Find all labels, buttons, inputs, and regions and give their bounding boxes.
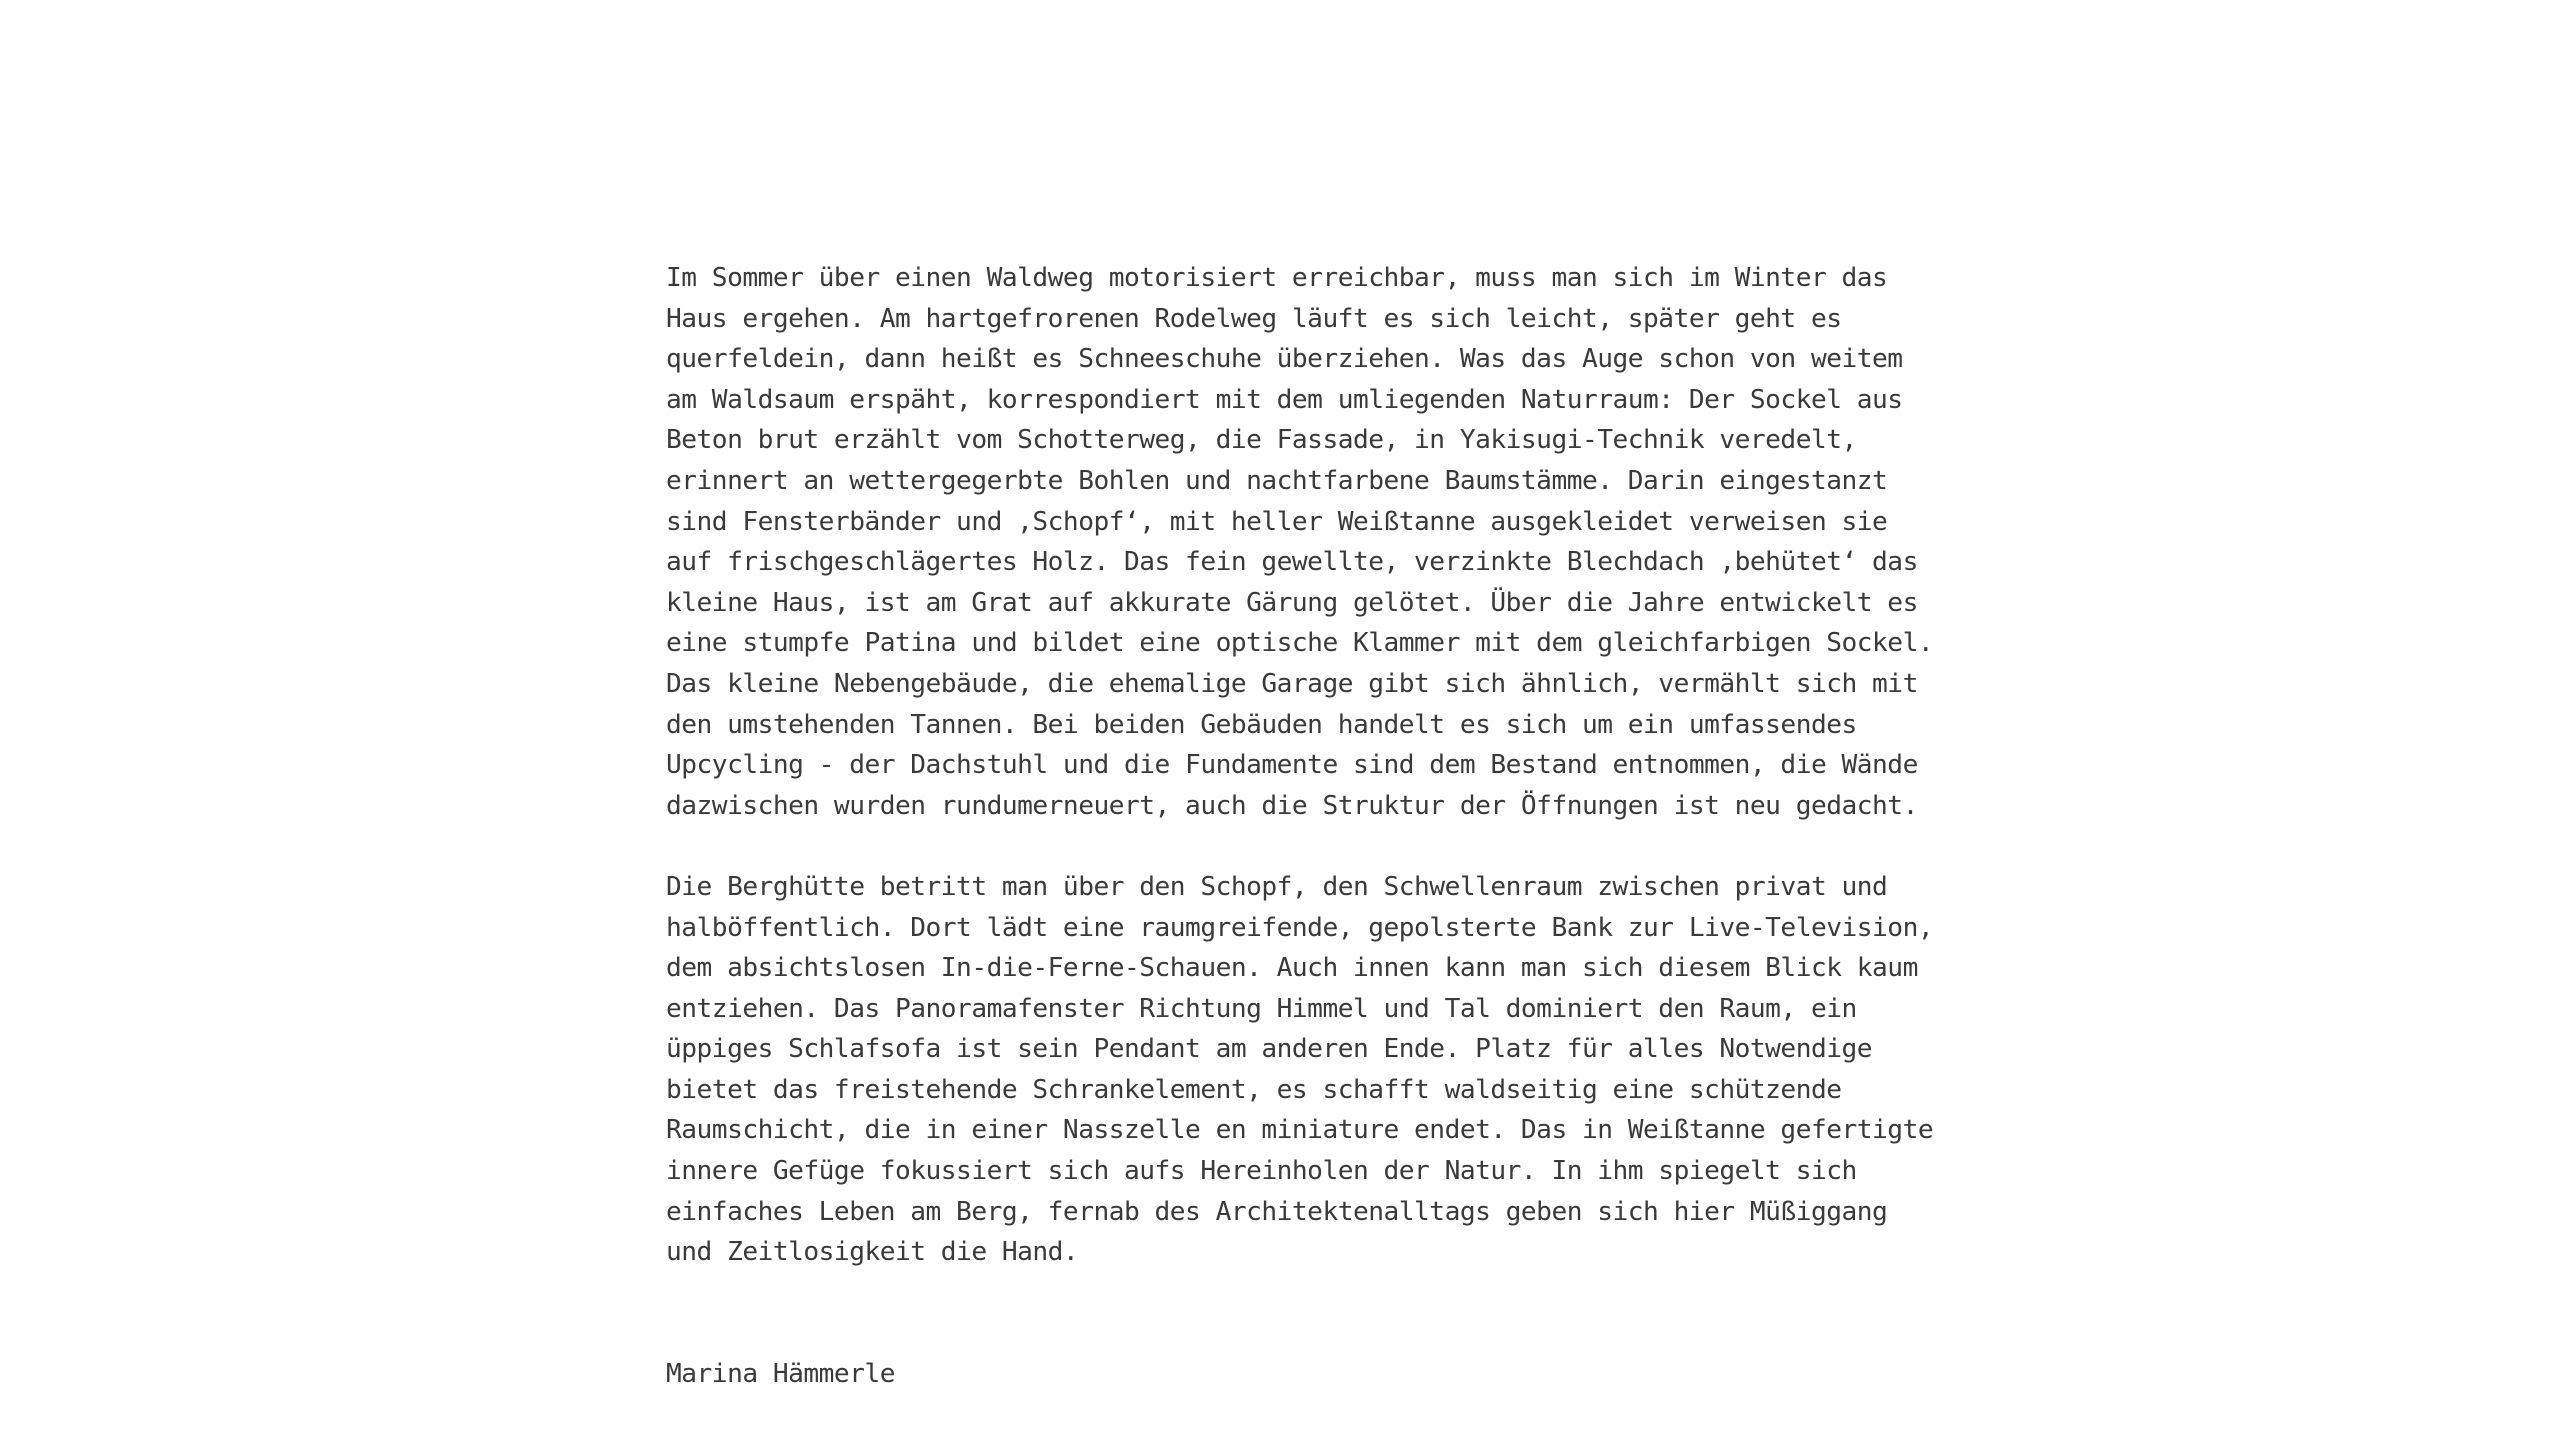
text-line: üppiges Schlafsofa ist sein Pendant am anderen Ende. Platz für alles Notwendige <box>666 1034 1873 1065</box>
paragraph-1 <box>666 258 1934 826</box>
text-line: dem absichtslosen In-die-Ferne-Schauen. Auch innen kann man sich diesem Blick kaum <box>666 953 1918 984</box>
text-line: kleine Haus, ist am Grat auf akkurate Gärung gelötet. Über die Jahre entwickelt es <box>666 587 1918 618</box>
text-line: Beton brut erzählt vom Schotterweg, die Fassade, in Yakisugi-Technik veredelt, <box>666 425 1857 456</box>
text-line: Im Sommer über einen Waldweg motorisiert erreichbar, muss man sich im Winter das <box>666 263 1888 293</box>
text-line: sind Fensterbänder und ‚Schopf‘, mit heller Weißtanne ausgekleidet verweisen sie <box>666 506 1888 537</box>
text-line: und Zeitlosigkeit die Hand. <box>666 1237 1079 1268</box>
text-line: bietet das freistehende Schrankelement, es schafft waldseitig eine schützende <box>666 1074 1842 1105</box>
text-line: halböffentlich. Dort lädt eine raumgreifende, gepolsterte Bank zur Live-Television, <box>666 912 1934 943</box>
paragraph-2 <box>666 867 1934 1273</box>
text-line: eine stumpfe Patina und bildet eine optische Klammer mit dem gleichfarbigen Sockel. <box>666 628 1934 659</box>
text-line: Haus ergehen. Am hartgefrorenen Rodelweg läuft es sich leicht, später geht es <box>666 303 1842 334</box>
text-line: auf frischgeschlägertes Holz. Das fein gewellte, verzinkte Blechdach ‚behütet‘ das <box>666 547 1918 578</box>
text-line: querfeldein, dann heißt es Schneeschuhe überziehen. Was das Auge schon von weitem <box>666 344 1903 375</box>
text-line: Upcycling - der Dachstuhl und die Fundamente sind dem Bestand entnommen, die Wände <box>666 750 1918 781</box>
text-line: den umstehenden Tannen. Bei beiden Gebäuden handelt es sich um ein umfassendes <box>666 709 1857 740</box>
text-line: Raumschicht, die in einer Nasszelle en miniature endet. Das in Weißtanne gefertigte <box>666 1115 1934 1146</box>
article-text <box>666 258 1934 1394</box>
text-line: einfaches Leben am Berg, fernab des Architektenalltags geben sich hier Müßiggang <box>666 1196 1888 1227</box>
author-name: Marina Hämmerle <box>666 1358 895 1389</box>
text-line: dazwischen wurden rundumerneuert, auch die Struktur der Öffnungen ist neu gedacht. <box>666 790 1918 821</box>
text-line: entziehen. Das Panoramafenster Richtung Himmel und Tal dominiert den Raum, ein <box>666 993 1857 1024</box>
text-line: erinnert an wettergegerbte Bohlen und nachtfarbene Baumstämme. Darin eingestanzt <box>666 465 1888 496</box>
text-line: am Waldsaum erspäht, korrespondiert mit dem umliegenden Naturraum: Der Sockel aus <box>666 384 1903 415</box>
text-line: innere Gefüge fokussiert sich aufs Hereinholen der Natur. In ihm spiegelt sich <box>666 1156 1857 1187</box>
text-line: Die Berghütte betritt man über den Schopf, den Schwellenraum zwischen privat und <box>666 871 1888 902</box>
text-line: Das kleine Nebengebäude, die ehemalige Garage gibt sich ähnlich, vermählt sich mit <box>666 668 1918 699</box>
